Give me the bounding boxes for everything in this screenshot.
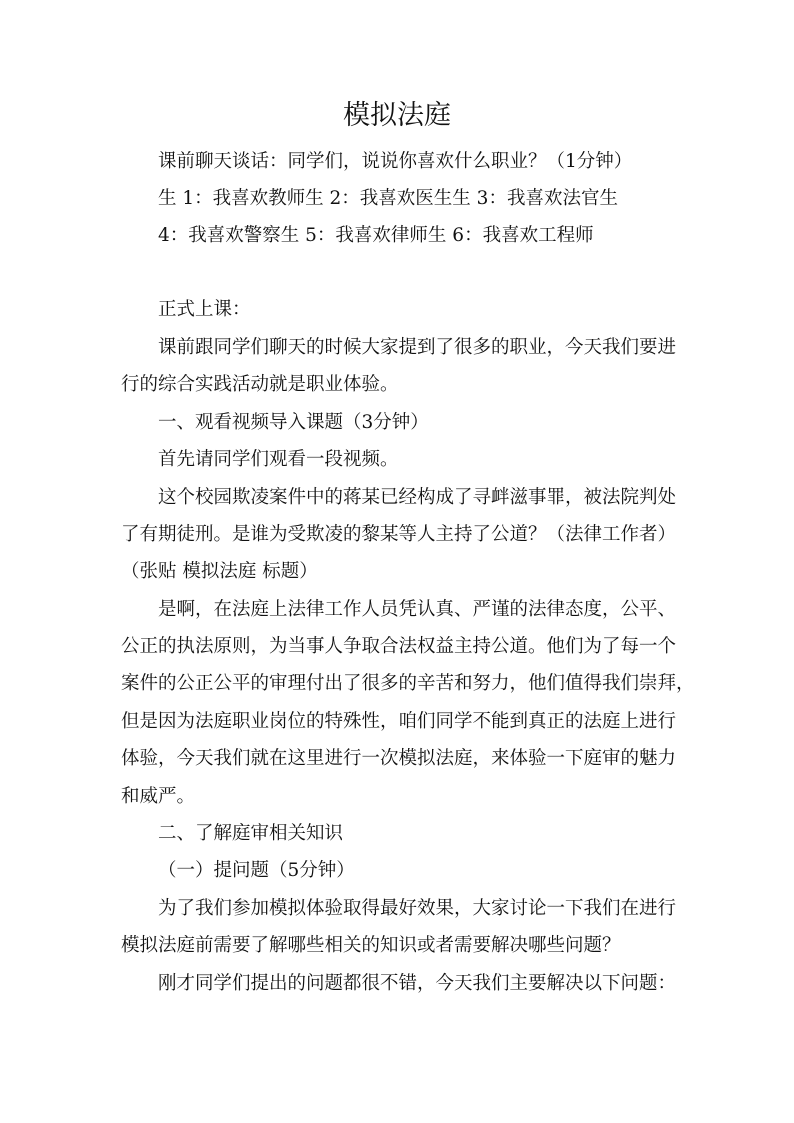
document-title: 模拟法庭	[343, 100, 451, 131]
paragraph-line: 模拟法庭前需要了解哪些相关的知识或者需要解决哪些问题？	[121, 935, 621, 956]
paragraph-line: 正式上课：	[158, 299, 251, 320]
paragraph-line: 行的综合实践活动就是职业体验。	[121, 374, 399, 395]
paragraph-line: 和威严。	[121, 786, 196, 807]
paragraph-line: （一）提问题（5分钟）	[158, 860, 355, 881]
paragraph-line: 为了我们参加模拟体验取得最好效果，大家讨论一下我们在进行	[158, 898, 677, 919]
paragraph-line: 体验，今天我们就在这里进行一次模拟法庭，来体验一下庭审的魅力	[121, 748, 677, 769]
paragraph-line: 公正的执法原则，为当事人争取合法权益主持公道。他们为了每一个	[121, 636, 677, 657]
paragraph-line: 刚才同学们提出的问题都很不错，今天我们主要解决以下问题：	[158, 973, 677, 994]
paragraph-line: （张贴 模拟法庭 标题）	[121, 561, 318, 582]
paragraph-line: 是啊，在法庭上法律工作人员凭认真、严谨的法律态度，公平、	[158, 599, 677, 620]
paragraph-line: 生 1：我喜欢教师生 2：我喜欢医生生 3：我喜欢法官生	[158, 188, 618, 209]
paragraph-line: 4：我喜欢警察生 5：我喜欢律师生 6：我喜欢工程师	[158, 225, 594, 246]
paragraph-line: 二、了解庭审相关知识	[158, 823, 344, 844]
paragraph-line: 首先请同学们观看一段视频。	[158, 449, 399, 470]
paragraph-line: 但是因为法庭职业岗位的特殊性，咱们同学不能到真正的法庭上进行	[121, 711, 677, 732]
paragraph-line: 了有期徒刑。是谁为受欺凌的黎某等人主持了公道？（法律工作者）	[121, 524, 677, 545]
paragraph-line: 课前跟同学们聊天的时候大家提到了很多的职业，今天我们要进	[158, 337, 677, 358]
paragraph-line: 课前聊天谈话：同学们，说说你喜欢什么职业？（1分钟）	[158, 151, 633, 172]
paragraph-line: 案件的公正公平的审理付出了很多的辛苦和努力，他们值得我们崇拜，	[121, 673, 695, 694]
paragraph-line: 这个校园欺凌案件中的蒋某已经构成了寻衅滋事罪，被法院判处	[158, 487, 677, 508]
paragraph-line: 一、观看视频导入课题（3分钟）	[158, 412, 429, 433]
